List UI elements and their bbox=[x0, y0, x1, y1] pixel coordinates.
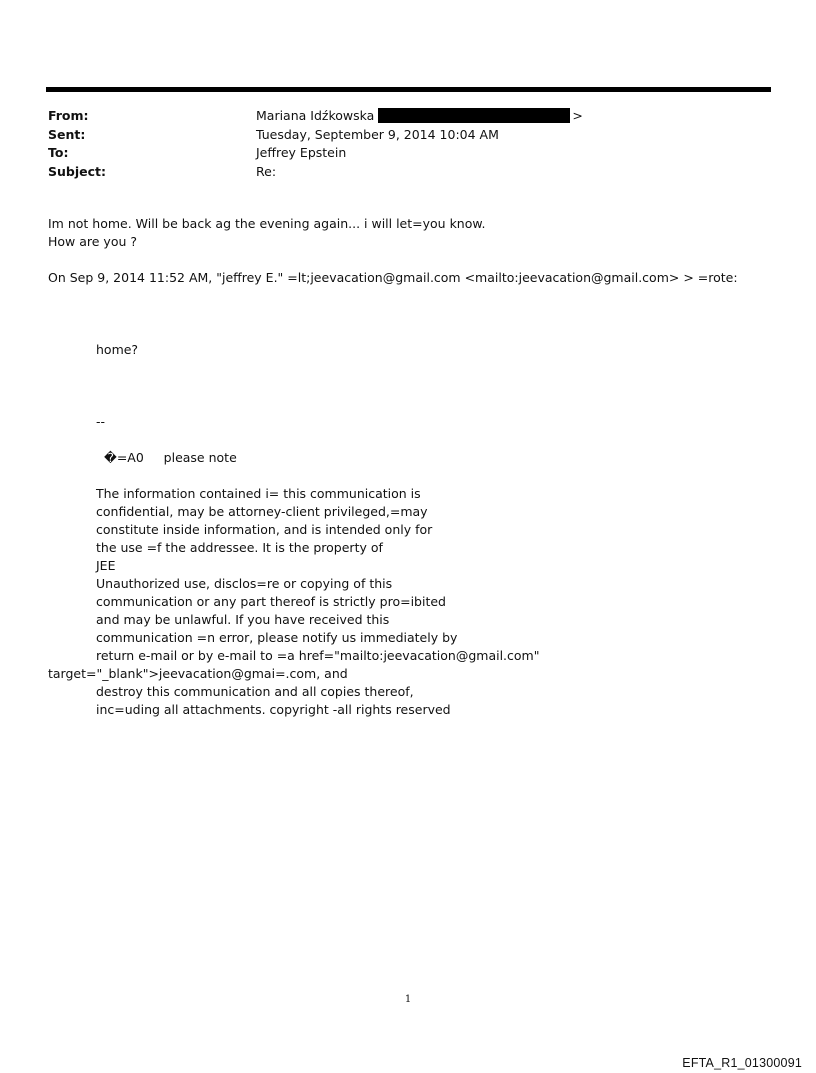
disclaimer-line: and may be unlawful. If you have received this bbox=[96, 612, 390, 627]
subject-label: Subject: bbox=[48, 163, 106, 179]
blank-line bbox=[48, 431, 768, 449]
bates-number: EFTA_R1_01300091 bbox=[682, 1056, 802, 1070]
redacted-email-block bbox=[378, 108, 570, 123]
blank-line bbox=[48, 305, 768, 323]
reply-line: How are you ? bbox=[48, 234, 138, 249]
disclaimer-line: the use =f the addressee. It is the property of bbox=[96, 540, 383, 555]
from-suffix: > bbox=[572, 108, 583, 123]
blank-line bbox=[48, 395, 768, 413]
quote-header: On Sep 9, 2014 11:52 AM, "jeffrey E." =lt;jeevacation@gmail.com <mailto:jeevacation@gmail.com> > =rote: bbox=[48, 270, 738, 285]
disclaimer-line: confidential, may be attorney-client privileged,=may bbox=[96, 504, 428, 519]
disclaimer-line: Unauthorized use, disclos=re or copying of this bbox=[96, 576, 393, 591]
blank-line bbox=[48, 467, 768, 485]
to-label: To: bbox=[48, 145, 69, 160]
please-note: �=A0 please note bbox=[104, 450, 237, 465]
to-value: Jeffrey Epstein bbox=[256, 145, 347, 160]
blank-line bbox=[48, 251, 768, 269]
blank-line bbox=[48, 377, 768, 395]
blank-line bbox=[48, 323, 768, 341]
reply-line: Im not home. Will be back ag the evening again... i will let=you know. bbox=[48, 216, 486, 231]
header-rule bbox=[46, 87, 771, 92]
disclaimer-line: communication =n error, please notify us immediately by bbox=[96, 630, 458, 645]
disclaimer-line: return e-mail or by e-mail to =a href="mailto:jeevacation@gmail.com" bbox=[96, 648, 540, 663]
from-value: Mariana Idźkowska bbox=[256, 108, 375, 123]
disclaimer-outdented-line: target="_blank">jeevacation@gmai=.com, and bbox=[48, 666, 348, 681]
from-value-group bbox=[256, 107, 583, 126]
email-body bbox=[48, 215, 768, 719]
signature-separator: -- bbox=[96, 414, 106, 429]
blank-line bbox=[48, 287, 768, 305]
disclaimer-line: inc=uding all attachments. copyright -all rights reserved bbox=[96, 702, 451, 717]
quoted-message: home? bbox=[96, 342, 139, 357]
page-number: 1 bbox=[404, 994, 412, 1005]
sent-value: Tuesday, September 9, 2014 10:04 AM bbox=[256, 126, 499, 142]
sent-label: Sent: bbox=[48, 126, 86, 142]
disclaimer-line: JEE bbox=[96, 558, 116, 573]
disclaimer-line: destroy this communication and all copies thereof, bbox=[96, 684, 414, 699]
blank-line bbox=[48, 359, 768, 377]
disclaimer-line: constitute inside information, and is intended only for bbox=[96, 522, 433, 537]
from-label: From: bbox=[48, 108, 89, 123]
disclaimer-line: communication or any part thereof is strictly pro=ibited bbox=[96, 594, 446, 609]
subject-value: Re: bbox=[256, 163, 277, 179]
disclaimer-line: The information contained i= this communication is bbox=[96, 486, 421, 501]
